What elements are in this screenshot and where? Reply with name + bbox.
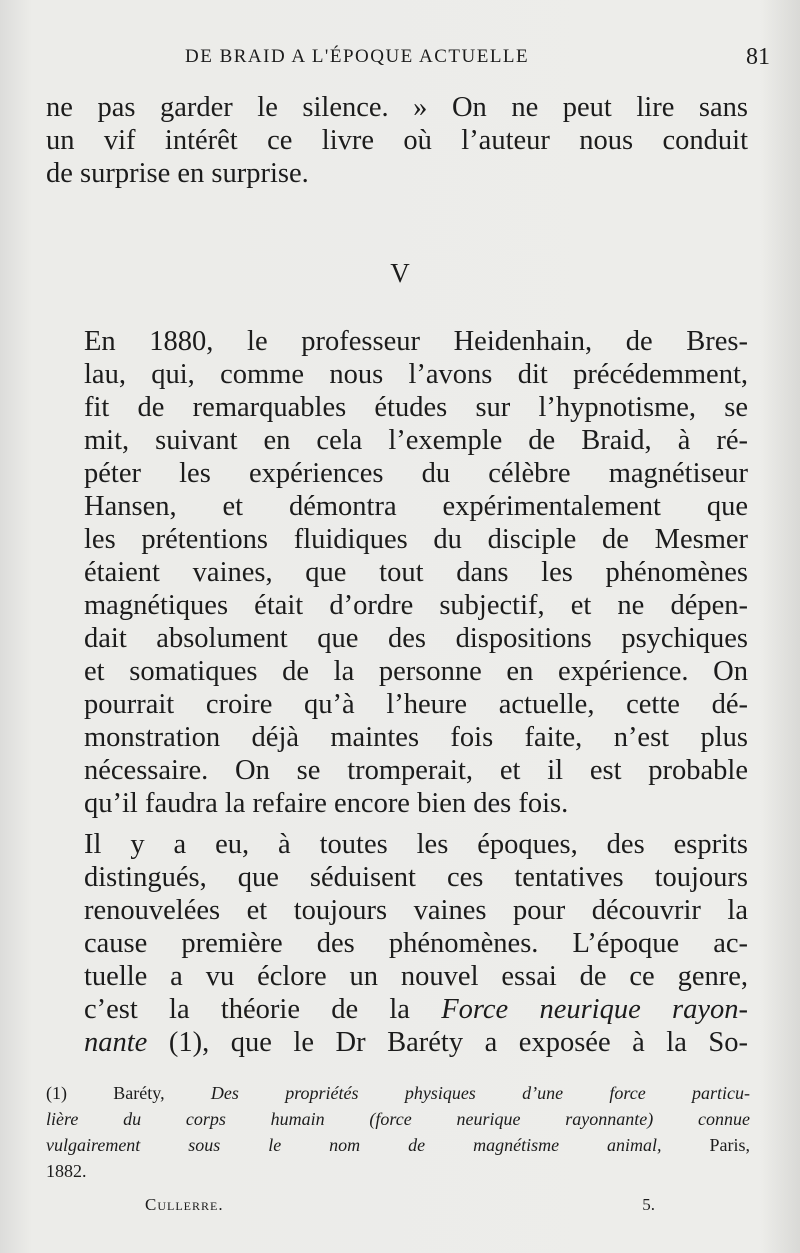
footnote-line (46, 1080, 750, 1106)
text-line: cause première des phénomènes. L’époque ac- (84, 928, 748, 959)
text-line: monstration déjà maintes fois faite, n’est plus (84, 722, 748, 753)
footnote-place: Paris, (709, 1135, 751, 1155)
italic-term: Force neurique rayon- (441, 994, 748, 1025)
text-line: Hansen, et démontra expérimentalement que (84, 491, 748, 522)
running-head (45, 44, 770, 74)
footnote-title: Des propriétés physiques d’une force particu- (210, 1083, 750, 1103)
footnote-line (46, 1132, 750, 1158)
footnote-title: vulgairement sous le nom de magnétisme animal, (46, 1135, 662, 1155)
text-line: de surprise en surprise. (46, 158, 309, 189)
sheet-number: 5. (642, 1195, 655, 1214)
text-line: renouvelées et toujours vaines pour découvrir la (84, 895, 748, 926)
text-segment: c’est la théorie de la (84, 994, 410, 1025)
text-line: mit, suivant en cela l’exemple de Braid, à ré- (84, 425, 748, 456)
text-line: qu’il faudra la refaire encore bien des fois. (84, 788, 569, 819)
footnote-year: 1882. (46, 1161, 87, 1181)
page-number: 81 (746, 44, 770, 70)
text-line-mixed (46, 993, 748, 1026)
text-line: lau, qui, comme nous l’avons dit précédemment, (84, 359, 748, 390)
text-line: tuelle a vu éclore un nouvel essai de ce genre, (84, 961, 748, 992)
text-line: péter les expériences du célèbre magnétiseur (84, 458, 748, 489)
text-line: étaient vaines, que tout dans les phénomènes (84, 557, 748, 588)
text-line: En 1880, le professeur Heidenhain, de Bres- (84, 326, 748, 357)
section-number: V (390, 258, 410, 288)
author-signature: Cullerre. (145, 1195, 224, 1214)
text-line: nécessaire. On se tromperait, et il est probable (84, 755, 748, 786)
paragraph-continuation (46, 91, 748, 190)
text-line: Il y a eu, à toutes les époques, des esprits (84, 829, 748, 860)
text-segment: (1), que le Dr Baréty a exposée à la So- (168, 1027, 748, 1058)
footnote-marker: (1) Baréty, (46, 1083, 165, 1103)
page-footer (145, 1195, 655, 1225)
text-line: fit de remarquables études sur l’hypnotisme, se (84, 392, 748, 423)
text-line: pourrait croire qu’à l’heure actuelle, cette dé- (84, 689, 748, 720)
text-line: et somatiques de la personne en expérience. On (84, 656, 748, 687)
footnote-line (46, 1106, 750, 1132)
text-line: un vif intérêt ce livre où l’auteur nous conduit (46, 125, 748, 156)
text-line: ne pas garder le silence. » On ne peut lire sans (46, 92, 748, 123)
running-title: DE BRAID A L'ÉPOQUE ACTUELLE (185, 46, 530, 67)
paragraph-esprits (46, 828, 748, 1059)
text-line: magnétiques était d’ordre subjectif, et ne dépen- (84, 590, 748, 621)
paragraph-heidenhain (46, 325, 748, 820)
text-line-mixed (46, 1026, 748, 1059)
text-line: distingués, que séduisent ces tentatives toujours (84, 862, 748, 893)
italic-term: nante (84, 1027, 148, 1058)
footnote-title: lière du corps humain (force neurique rayonnante) connue (46, 1109, 750, 1129)
text-line: dait absolument que des dispositions psychiques (84, 623, 748, 654)
footnote (46, 1080, 750, 1184)
text-line: les prétentions fluidiques du disciple de Mesmer (84, 524, 748, 555)
